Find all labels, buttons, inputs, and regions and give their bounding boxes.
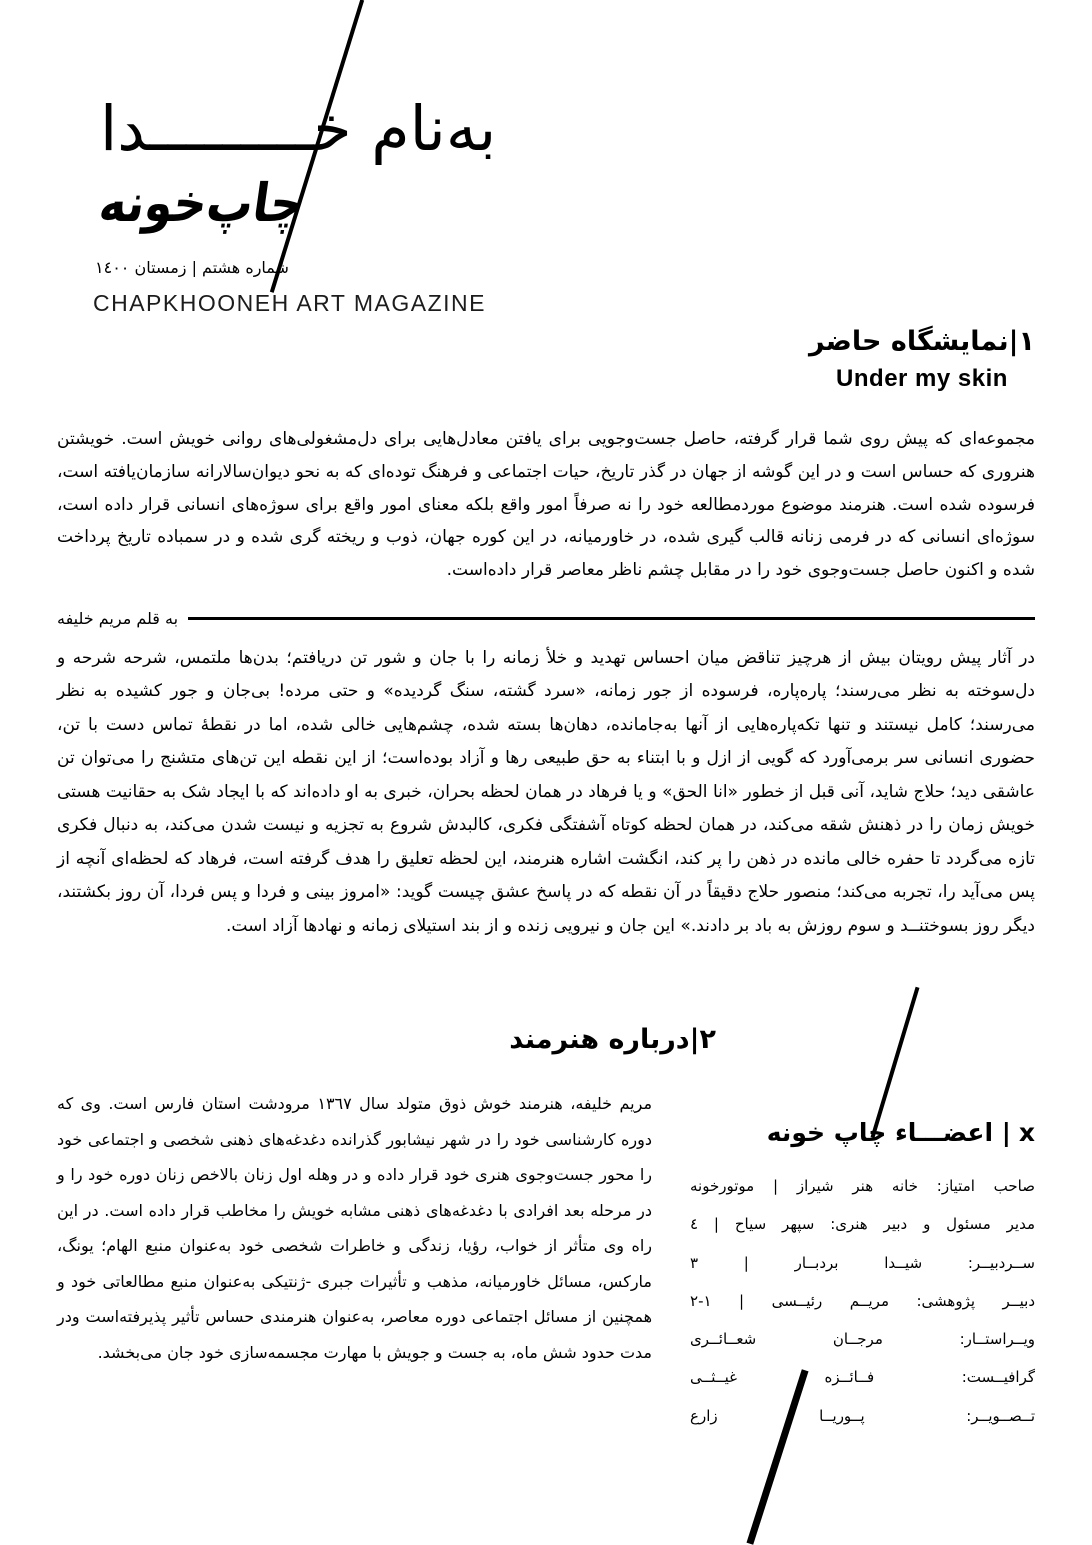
- x-marker-icon: x: [1018, 1118, 1035, 1147]
- byline-author: به قلم مریم خلیفه: [57, 608, 179, 628]
- chapkhooneh-logo: چاپ‌خونه: [95, 171, 309, 234]
- issue-date-line: شماره هشتم | زمستان ١٤٠٠: [95, 258, 289, 277]
- byline-divider: [57, 605, 1035, 631]
- credit-line-graphist: گرافیــست: فــائــزه غیــثــی: [690, 1368, 1035, 1387]
- exhibition-body-paragraph: در آثار پیش رویتان بیش از هرچیز تناقض میان احساس تهدید و خلأ زمانه را با جان و شور تن دریافتم؛ بدن‌ها ملتمس، شرحه شرحه و دل‌سوخته به نظر می‌رسند؛ پاره‌پاره، فرسوده از جور زمانه، «سرد گشته، سنگ گردیده» و حتی مرده! بی‌جان و جور کشیده به نظر می‌رسند؛ کامل نیستند و تنها تکه‌پاره‌هایی از آنها به‌جامانده، دهان‌ها بسته شده، چشم‌هایی خالی شده، اما در نقطهٔ تماس دست با تن، حضوری انسانی سر برمی‌آورد که گویی از ازل و با ابتناء به حق طبیعی رها و آزاد بوده‌است؛ از این نقطه این تن‌های متشنج را می‌توان تن عاشقی دید؛ حلاج شاید، آنی قبل از خطور «انا الحق» و یا فرهاد در همان لحظه بحران، خبری به او داده‌اند که با ایجاد شک به حقانیت هستی خویش زمان را در ذهنش شقه می‌کند، در همان لحظه کوتاه آشفتگی فکری، کالبدش شروع به تجزیه و نیست شدن می‌کند، به دنبال فکری تازه می‌گردد تا حفره خالی مانده در ذهن را پر کند، انگشت اشاره هنرمند، این لحظه تعلیق را هدف گرفته است، فرهاد که لحظه‌ای آنچه از پس می‌آید را، تجربه می‌کند؛ منصور حلاج دقیقاً در آن نقطه که در پاسخ عشق چیست گوید: «امروز بینی و فردا و پس فردا، آن روز بکشتند، دیگر روز بسوختنــد و سوم روزش به باد بر دادند.» این جان و نیرویی زنده و از بند استیلای زمانه و نهادها آزاد است.: [57, 648, 1035, 936]
- credit-line-photo: تــصــویــر: پــوریــا زارع: [690, 1406, 1035, 1425]
- members-title: [690, 1118, 1035, 1147]
- slash-icon-middle: [871, 987, 920, 1139]
- credit-line-director: مدیر مسئول و دبیر هنری: سپهر سیاح | ٤: [690, 1215, 1035, 1234]
- section1-header: [809, 326, 1035, 393]
- credits-list: [690, 1167, 1035, 1435]
- byline-rule: [188, 617, 1035, 620]
- bismillah-calligraphy: به‌نام خـــــــــدا: [100, 92, 497, 165]
- artist-bio-paragraph: مریم خلیفه، هنرمند خوش ذوق متولد سال ١٣٦٧ مرودشت استان فارس است. وی که دوره کارشناسی خود را در شهر نیشابور گذرانده دغدغه‌های ذهنی شخصی و اجتماعی خود را محور جست‌وجوی هنری خود قرار داده و در وهله اول زنان بالاخص زنان دوره خود را و در مرحله بعد افرادی با دغدغه‌های ذهنی مشابه خویش را مخاطب قرار داده است. در این راه وی متأثر از خواب، رؤیا، زندگی و خاطرات شخصی خود به‌عنوان منبع الهام؛ یونگ، مارکس، مسائل خاورمیانه، مذهب و تأثیرات جبری -ژنتیکی به‌عنوان منبع مطالعاتی خود و همچنین از مسائل اجتماعی دوره معاصر، به‌عنوان هنرمندی حساس تأثیر پذیرفته‌است ودر مدت حدود شش ماه، به جست و جویش با مهارت مجسمه‌سازی خود جان می‌بخشد.: [57, 1094, 653, 1362]
- members-block: [690, 1118, 1035, 1435]
- section2-title: ٢|درباره هنرمند: [509, 1024, 716, 1055]
- credit-line-research-editor: دبیــر پژوهشی: مریــم رئیــسی | ١-٢: [690, 1291, 1035, 1310]
- credit-line-editor-in-chief: ســردبیــر: شیــدا بردبــار | ٣: [690, 1253, 1035, 1272]
- section1-title-fa: ١|نمایشگاه حاضر: [809, 326, 1035, 357]
- magazine-name: CHAPKHOONEH ART MAGAZINE: [93, 290, 486, 316]
- exhibition-intro-paragraph: مجموعه‌ای که پیش روی شما قرار گرفته، حاصل جست‌وجویی برای یافتن معادل‌هایی برای دل‌مشغولی‌های روانی خویش است. خویشتن هنروری که حساس است و در این گوشه از جهان در گذر تاریخ، حیات اجتماعی و فرهنگ توده‌ای که به نحو دیوان‌سالارانه سازمان‌یافته است، فرسوده شده است. هنرمند موضوع موردمطالعه خود را نه صرفاً امور واقع بلکه معنای امور واقع برای سوژه‌های انسانی قرار داده است، سوژه‌ای انسانی که در فرمی زنانه قالب گیری شده، در خاورمیانه، در این کوره جهان، ذوب و ریخته گری شده و در سمباده تاریخ پرداخت شده و اکنون حاصل جست‌وجوی خود را در مقابل چشم ناظر معاصر قرار داده‌است.: [57, 429, 1035, 581]
- members-title-text: | اعضـــاء چاپ خونه: [766, 1118, 1011, 1147]
- section1-title-en: Under my skin: [836, 365, 1008, 392]
- credit-line-copy-editor: ویــراستــار: مرجــان شعــائــری: [690, 1330, 1035, 1348]
- credit-line-publisher: صاحب امتیاز: خانه هنر شیراز | موتورخونه: [690, 1177, 1035, 1195]
